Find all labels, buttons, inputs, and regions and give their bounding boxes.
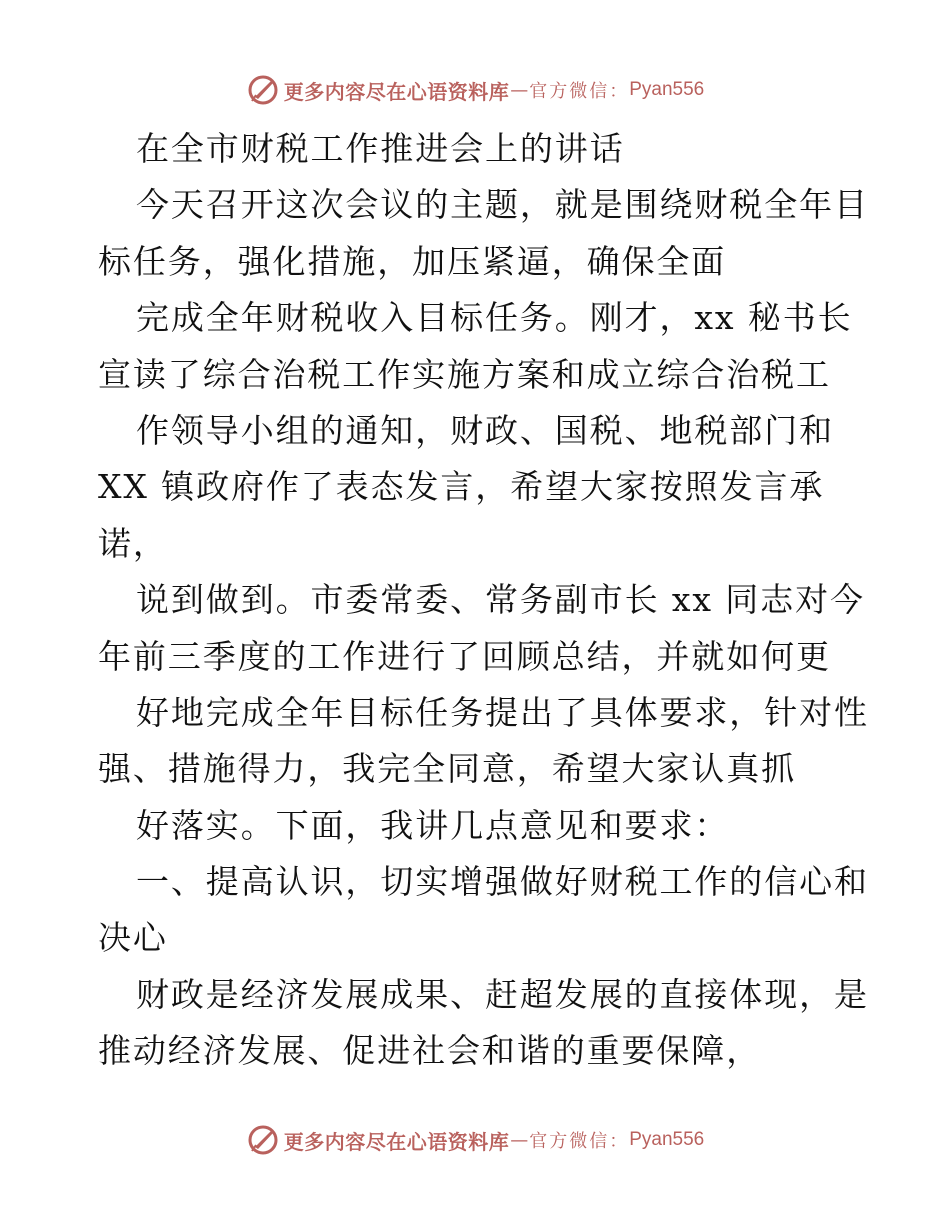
text-line: 标任务，强化措施，加压紧逼，确保全面 xyxy=(98,241,727,281)
text-line: 今天召开这次会议的主题，就是围绕财税全年目 xyxy=(136,185,869,225)
banner-separator: — xyxy=(510,79,529,101)
quill-logo-icon xyxy=(246,1123,280,1157)
text-line: 作领导小组的通知，财政、国税、地税部门和 xyxy=(136,410,834,450)
text-line: 年前三季度的工作进行了回顾总结，并就如何更 xyxy=(98,636,831,676)
text-line: XX 镇政府作了表态发言，希望大家按照发言承 xyxy=(98,467,825,507)
text-line: 推动经济发展、促进社会和谐的重要保障， xyxy=(98,1031,762,1071)
text-line: 在全市财税工作推进会上的讲话 xyxy=(136,129,625,168)
footer-banner xyxy=(0,1120,950,1160)
text-line: 好落实。下面，我讲几点意见和要求： xyxy=(136,805,730,845)
banner-wechat-id: Pyan556 xyxy=(629,1129,705,1150)
text-line: 决心 xyxy=(98,918,168,958)
text-line: 好地完成全年目标任务提出了具体要求，针对性 xyxy=(136,692,869,732)
text-line: 说到做到。市委常委、常务副市长 xx 同志对今 xyxy=(136,580,865,620)
text-line: 宣读了综合治税工作实施方案和成立综合治税工 xyxy=(98,354,831,394)
banner-slogan: 更多内容尽在心语资料库 xyxy=(283,79,510,104)
banner-slogan: 更多内容尽在心语资料库 xyxy=(283,1129,510,1154)
quill-logo-icon xyxy=(246,73,280,107)
header-banner xyxy=(0,70,950,110)
banner-official-label: 官方微信： xyxy=(529,81,630,102)
banner-official-label: 官方微信： xyxy=(529,1131,630,1152)
document-body xyxy=(98,121,869,1080)
text-line: 强、措施得力，我完全同意，希望大家认真抓 xyxy=(98,749,796,789)
banner-wechat-id: Pyan556 xyxy=(629,79,705,100)
text-line: 一、提高认识，切实增强做好财税工作的信心和 xyxy=(136,862,869,902)
text-line: 诺， xyxy=(98,523,168,563)
text-line: 财政是经济发展成果、赶超发展的直接体现，是 xyxy=(136,974,869,1014)
text-line: 完成全年财税收入目标任务。刚才，xx 秘书长 xyxy=(136,298,853,338)
banner-separator: — xyxy=(510,1129,529,1151)
